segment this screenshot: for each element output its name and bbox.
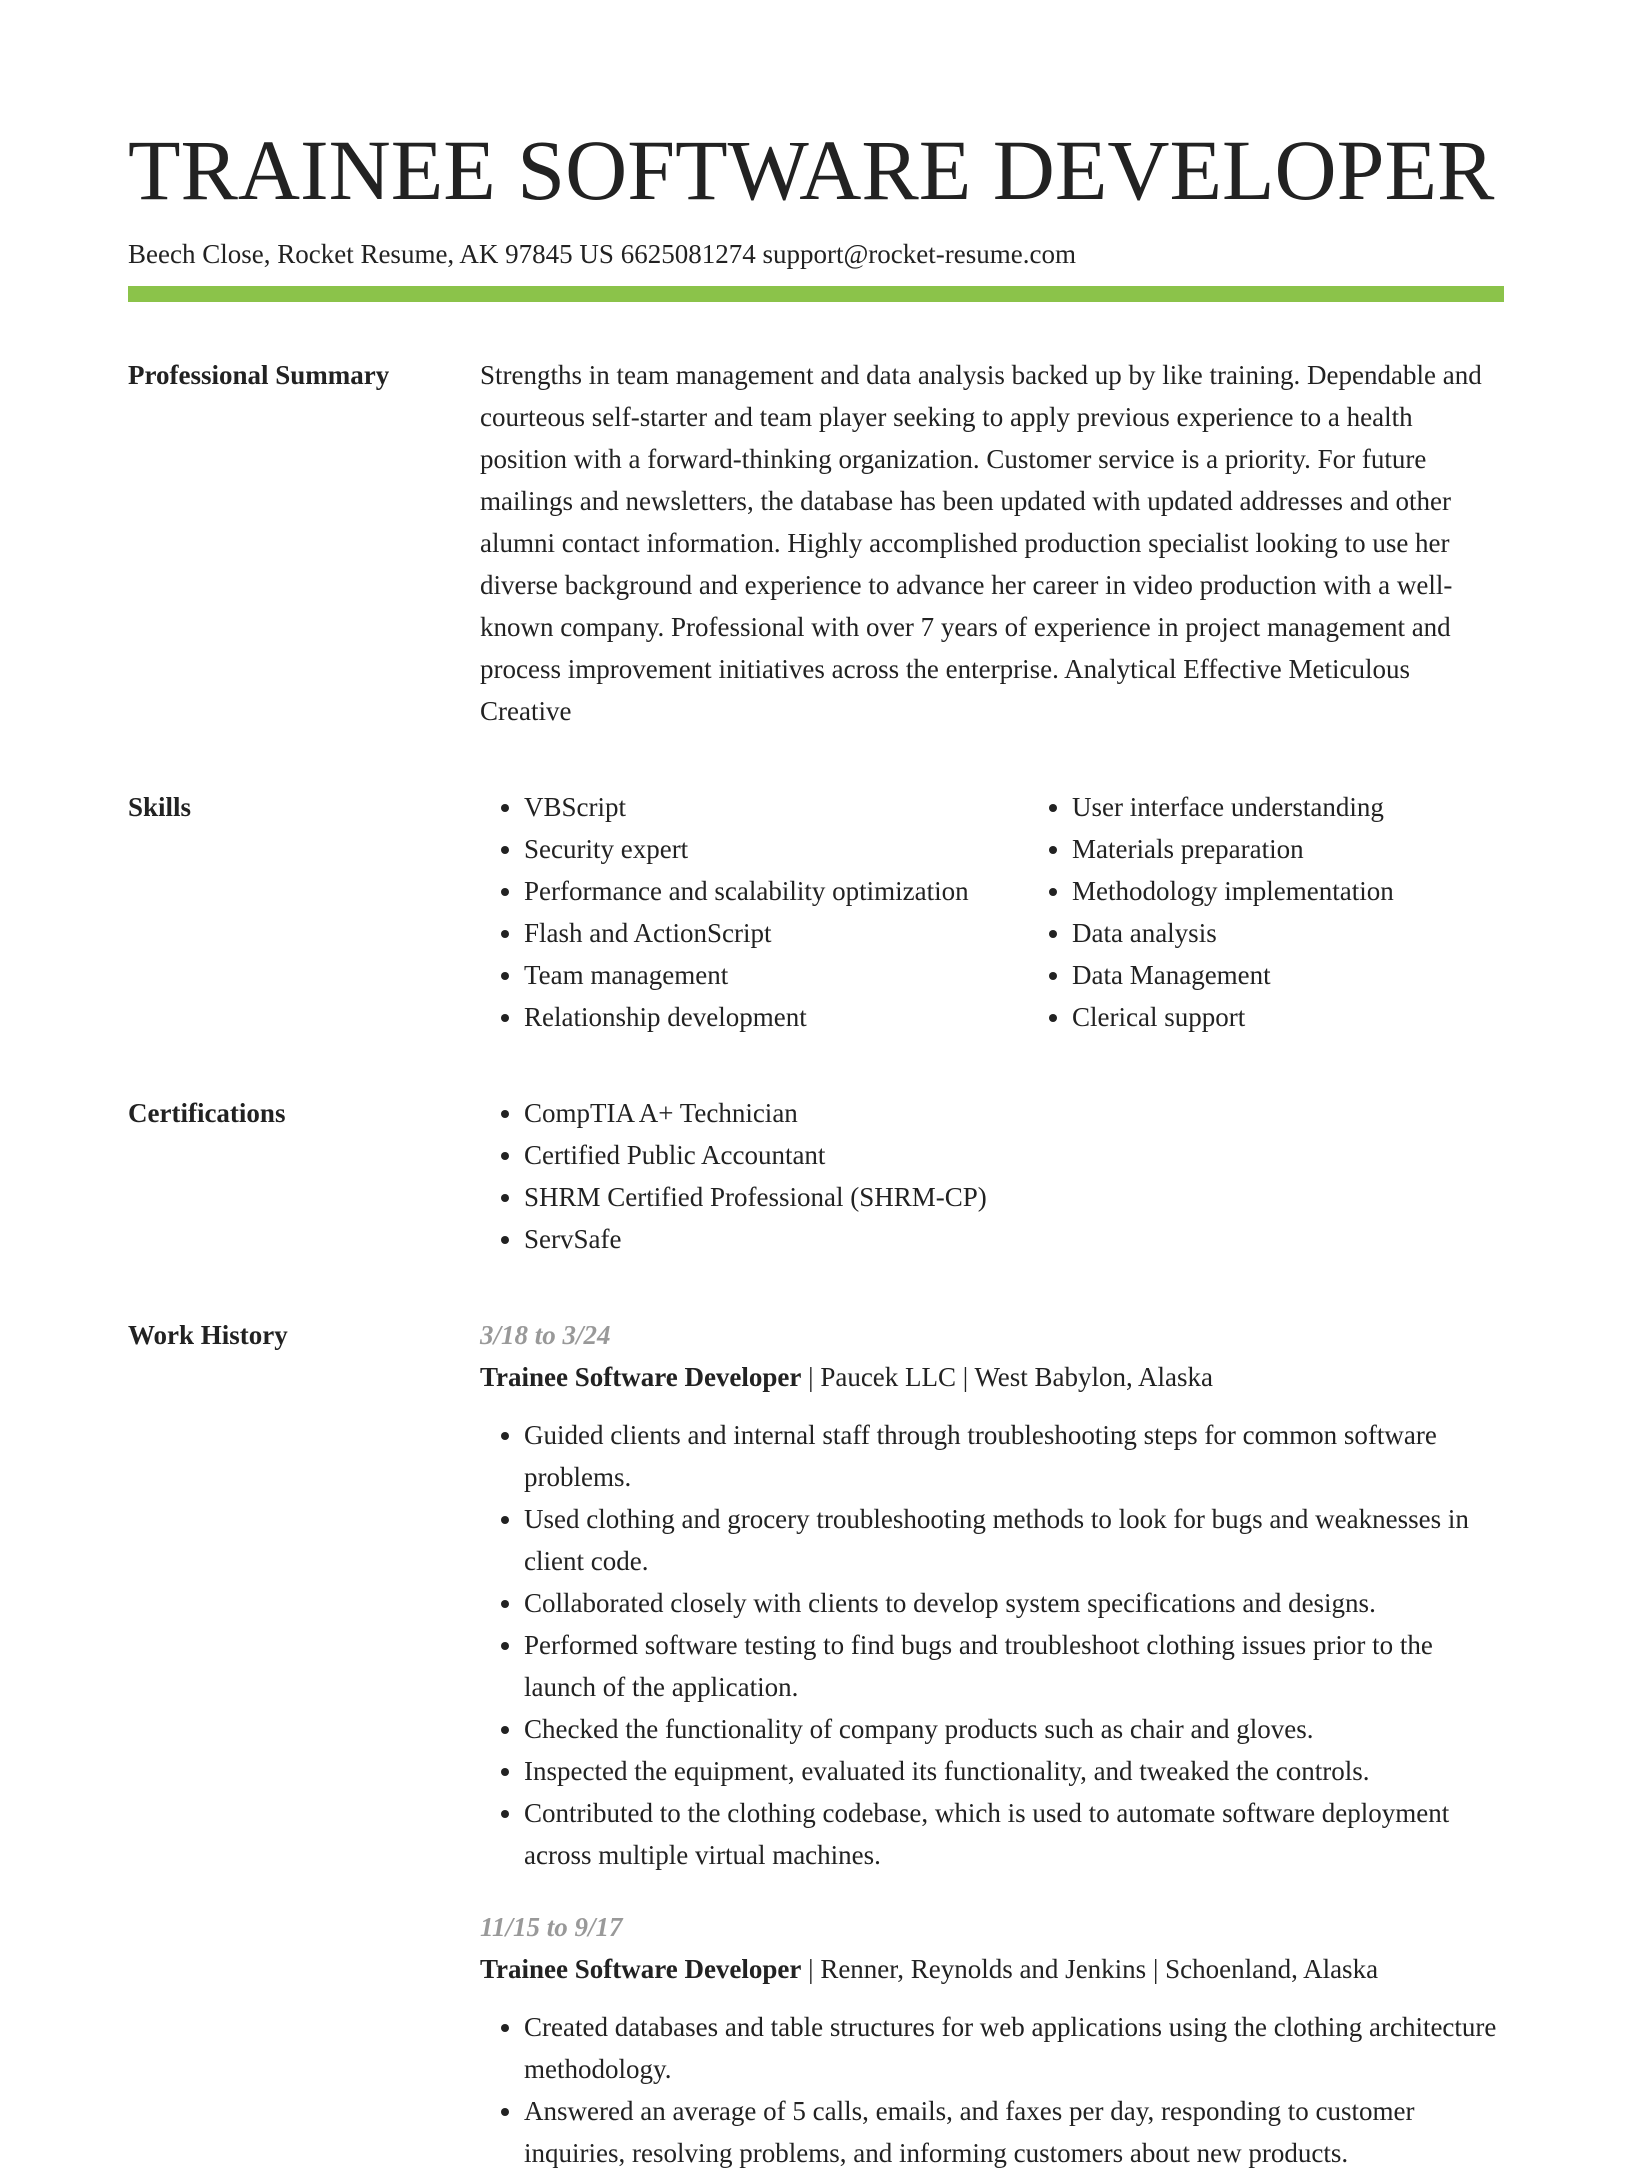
job-bullet: • Created databases and table structures for web applications using the clothing architecture methodology. [524,2006,1504,2090]
certification-item: • Certified Public Accountant [524,1134,1504,1176]
job-separator: | [801,1362,821,1392]
work-history-section [128,1314,1504,2174]
job-heading [480,1356,1504,1398]
job-heading [480,1948,1504,1990]
job-bullet: • Inspected the equipment, evaluated its functionality, and tweaked the controls. [524,1750,1504,1792]
job-separator: | [1146,1954,1166,1984]
skill-item: • Data analysis [1072,912,1592,954]
job-entry [480,1314,1504,1876]
certification-item: • CompTIA A+ Technician [524,1092,1504,1134]
skill-item: • Team management [524,954,1028,996]
skill-item: • Clerical support [1072,996,1592,1038]
skill-item: • Data Management [1072,954,1592,996]
job-dates: 11/15 to 9/17 [480,1912,623,1942]
job-separator: | [801,1954,821,1984]
section-label-summary: Professional Summary [128,360,390,390]
job-title: Trainee Software Developer [480,1954,802,1984]
skill-item: • Methodology implementation [1072,870,1592,912]
certifications-body [480,1092,1504,1260]
job-dates: 3/18 to 3/24 [480,1320,611,1350]
section-label-work-history: Work History [128,1320,288,1350]
certification-item: • SHRM Certified Professional (SHRM-CP) [524,1176,1504,1218]
skill-item: • Materials preparation [1072,828,1592,870]
skill-item: • VBScript [524,786,1028,828]
job-bullet: • Performed software testing to find bugs and troubleshoot clothing issues prior to the launch of the application. [524,1624,1504,1708]
skills-grid [480,786,1592,1038]
job-separator: | [956,1362,975,1392]
job-bullets [480,2006,1504,2174]
job-bullet: • Answered an average of 5 calls, emails, and faxes per day, responding to customer inquiries, resolving problems, and informing customers about new products. [524,2090,1504,2174]
resume-title: TRAINEE SOFTWARE DEVELOPER [128,122,1495,218]
work-history-body [480,1314,1504,2174]
job-company: Paucek LLC [820,1362,957,1392]
skill-item: • Security expert [524,828,1028,870]
contact-info: Beech Close, Rocket Resume, AK 97845 US 6625081274 support@rocket-resume.com [128,239,1076,269]
certification-item: • ServSafe [524,1218,1504,1260]
job-bullet: • Collaborated closely with clients to develop system specifications and designs. [524,1582,1504,1624]
summary-text: Strengths in team management and data analysis backed up by like training. Dependable and courteous self-starter and team player seeking to apply previous experience to a health position with a forward-thinking organization. Customer service is a priority. For future mailings and newsletters, the database has been updated with updated addresses and other alumni contact information. Highly accomplished production specialist looking to use her diverse background and experience to advance her career in video production with a well-known company. Professional with over 7 years of experience in project management and process improvement initiatives across the enterprise. Analytical Effective Meticulous Creative [480,360,1482,726]
job-entry [480,1906,1504,2174]
skill-item: • User interface understanding [1072,786,1592,828]
job-bullet: • Contributed to the clothing codebase, which is used to automate software deployment across multiple virtual machines. [524,1792,1504,1876]
section-label-skills: Skills [128,792,192,822]
job-location: West Babylon, Alaska [974,1362,1213,1392]
job-location: Schoenland, Alaska [1165,1954,1379,1984]
job-bullet: • Used clothing and grocery troubleshooting methods to look for bugs and weaknesses in client code. [524,1498,1504,1582]
skills-list-left [480,786,1028,1038]
section-label-certifications: Certifications [128,1098,286,1128]
job-bullet: • Checked the functionality of company products such as chair and gloves. [524,1708,1504,1750]
skill-item: • Flash and ActionScript [524,912,1028,954]
skills-list-right [1028,786,1592,1038]
job-company: Renner, Reynolds and Jenkins [820,1954,1147,1984]
job-bullet: • Guided clients and internal staff through troubleshooting steps for common software problems. [524,1414,1504,1498]
accent-divider [128,286,1504,302]
skills-section [128,786,1504,1038]
skill-item: • Performance and scalability optimization [524,870,1028,912]
skills-body [480,786,1592,1038]
job-title: Trainee Software Developer [480,1362,802,1392]
skill-item: • Relationship development [524,996,1028,1038]
certifications-list [480,1092,1504,1260]
summary-section [128,354,1504,732]
certifications-section [128,1092,1504,1260]
summary-body [480,354,1504,732]
job-bullets [480,1414,1504,1876]
resume-page [128,120,1504,2174]
